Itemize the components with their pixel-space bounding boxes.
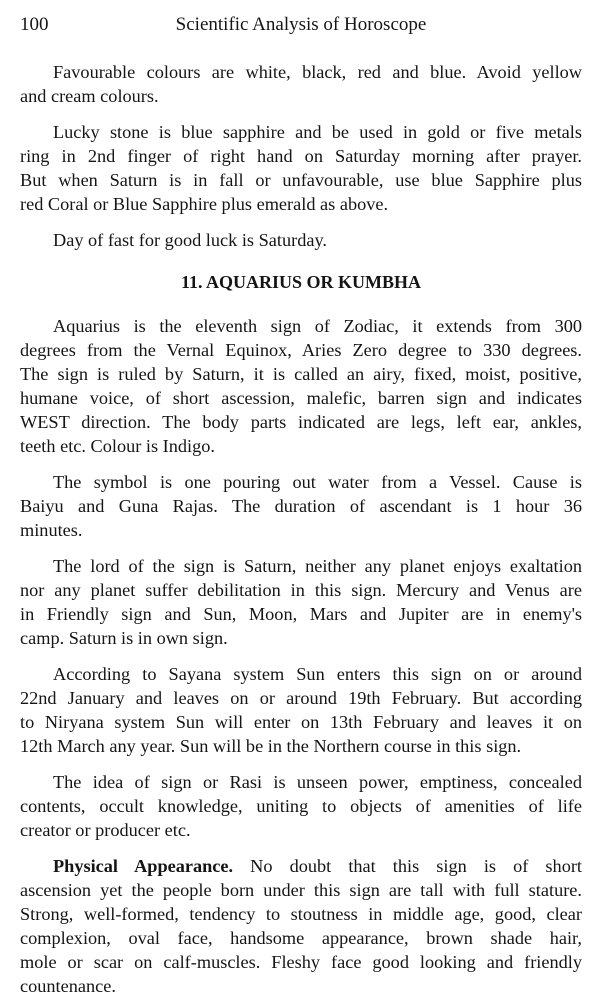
text-line: teeth etc. Colour is Indigo. [20, 436, 215, 456]
text-line: Favourable colours are white, black, red and blue. Avoid yellow [53, 62, 582, 82]
text-line: creator or producer etc. [20, 820, 191, 840]
text-line: humane voice, of short ascession, malefic, barren sign and indicates [20, 388, 582, 408]
text-line: to Niryana system Sun will enter on 13th February and leaves it on [20, 712, 582, 732]
text-line: But when Saturn is in fall or unfavourable, use blue Sapphire plus [20, 170, 582, 190]
text-line: Lucky stone is blue sapphire and be used in gold or five metals [53, 122, 582, 142]
run-in-heading: Physical Appearance. [53, 856, 234, 876]
text-line: mole or scar on calf-muscles. Fleshy face good looking and friendly [20, 952, 582, 972]
text-line: complexion, oval face, handsome appearance, brown shade hair, [20, 928, 582, 948]
text-line: Baiyu and Guna Rajas. The duration of ascendant is 1 hour 36 [20, 496, 582, 516]
text-line: The lord of the sign is Saturn, neither any planet enjoys exaltation [53, 556, 582, 576]
text-line: ascension yet the people born under this sign are tall with full stature. [20, 880, 582, 900]
text-line: camp. Saturn is in own sign. [20, 628, 228, 648]
paragraph [20, 770, 582, 842]
page-header [20, 14, 582, 40]
text-line: Day of fast for good luck is Saturday. [53, 230, 327, 250]
text-line: Aquarius is the eleventh sign of Zodiac, it extends from 300 [53, 316, 582, 336]
text-line: degrees from the Vernal Equinox, Aries Zero degree to 330 degrees. [20, 340, 582, 360]
text-line: contents, occult knowledge, uniting to objects of amenities of life [20, 796, 582, 816]
paragraph [20, 314, 582, 458]
text-line: Physical Appearance. No doubt that this sign is of short [53, 856, 582, 876]
text-line: Strong, well-formed, tendency to stoutness in middle age, good, clear [20, 904, 582, 924]
text-line: The idea of sign or Rasi is unseen power, emptiness, concealed [53, 772, 582, 792]
text-line: The sign is ruled by Saturn, it is called an airy, fixed, moist, positive, [20, 364, 582, 384]
text-line: minutes. [20, 520, 83, 540]
text-line: red Coral or Blue Sapphire plus emerald as above. [20, 194, 389, 214]
text-line: ring in 2nd finger of right hand on Saturday morning after prayer. [20, 146, 582, 166]
text-line: and cream colours. [20, 86, 159, 106]
paragraph [20, 228, 582, 252]
paragraph [20, 554, 582, 650]
paragraph [20, 470, 582, 542]
text-line: 22nd January and leaves on or around 19th February. But according [20, 688, 582, 708]
paragraph [20, 60, 582, 108]
text-line: The symbol is one pouring out water from a Vessel. Cause is [53, 472, 582, 492]
text-line: in Friendly sign and Sun, Moon, Mars and Jupiter are in enemy's [20, 604, 582, 624]
text-line: nor any planet suffer debilitation in this sign. Mercury and Venus are [20, 580, 582, 600]
text-line: 12th March any year. Sun will be in the Northern course in this sign. [20, 736, 522, 756]
text-line: countenance. [20, 976, 116, 996]
text-line: According to Sayana system Sun enters this sign on or around [53, 664, 582, 684]
paragraph-physical-appearance [20, 854, 582, 998]
paragraph [20, 662, 582, 758]
section-heading: 11. AQUARIUS OR KUMBHA [180, 272, 422, 292]
running-title: Scientific Analysis of Horoscope [175, 14, 427, 35]
paragraph [20, 120, 582, 216]
page-number: 100 [20, 14, 49, 35]
text-line: WEST direction. The body parts indicated are legs, left ear, ankles, [20, 412, 582, 432]
